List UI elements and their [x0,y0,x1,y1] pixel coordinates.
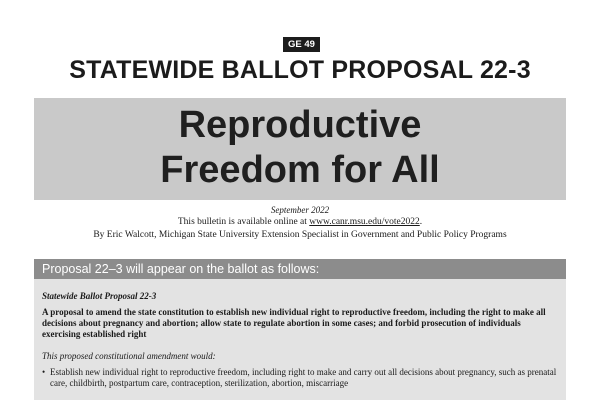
proposal-title: STATEWIDE BALLOT PROPOSAL 22-3 [69,56,531,84]
bulletin-link[interactable]: www.canr.msu.edu/vote2022 [309,217,420,227]
bullet-icon: • [42,367,46,377]
panel-header: Proposal 22–3 will appear on the ballot as follows: [34,259,566,279]
publication-date: September 2022 [270,205,330,215]
list-item [42,367,558,389]
list-item-text: Establish new individual right to reproductive freedom, including right to make and carry out all decisions about pregnancy, such as prenatal care, childbirth, postpartum care, contraception, sterilization, abortion, miscarriage [50,367,557,388]
ballot-proposal-subtitle: Statewide Ballot Proposal 22-3 [42,291,157,301]
banner-title-line-2: Freedom for All [160,149,440,191]
amendment-intro: This proposed constitutional amendment would: [42,351,216,361]
online-availability-note [0,216,600,228]
proposal-description: A proposal to amend the state constitution to establish new individual right to reproductive freedom, including the right to make all decisions about pregnancy and abortion; allow state to regulate abortion in some cases; and forbid prosecution of individuals exercising established right [42,307,546,339]
ballot-language-panel [34,259,566,400]
banner-title-line-1: Reproductive [178,104,422,146]
title-banner [34,98,566,200]
online-note-prefix: This bulletin is available online at [177,217,310,227]
author-line: By Eric Walcott, Michigan State University Extension Specialist in Government and Public Policy Programs [93,230,507,240]
online-note-suffix: . [419,217,423,227]
document-code-badge: GE 49 [283,37,320,52]
